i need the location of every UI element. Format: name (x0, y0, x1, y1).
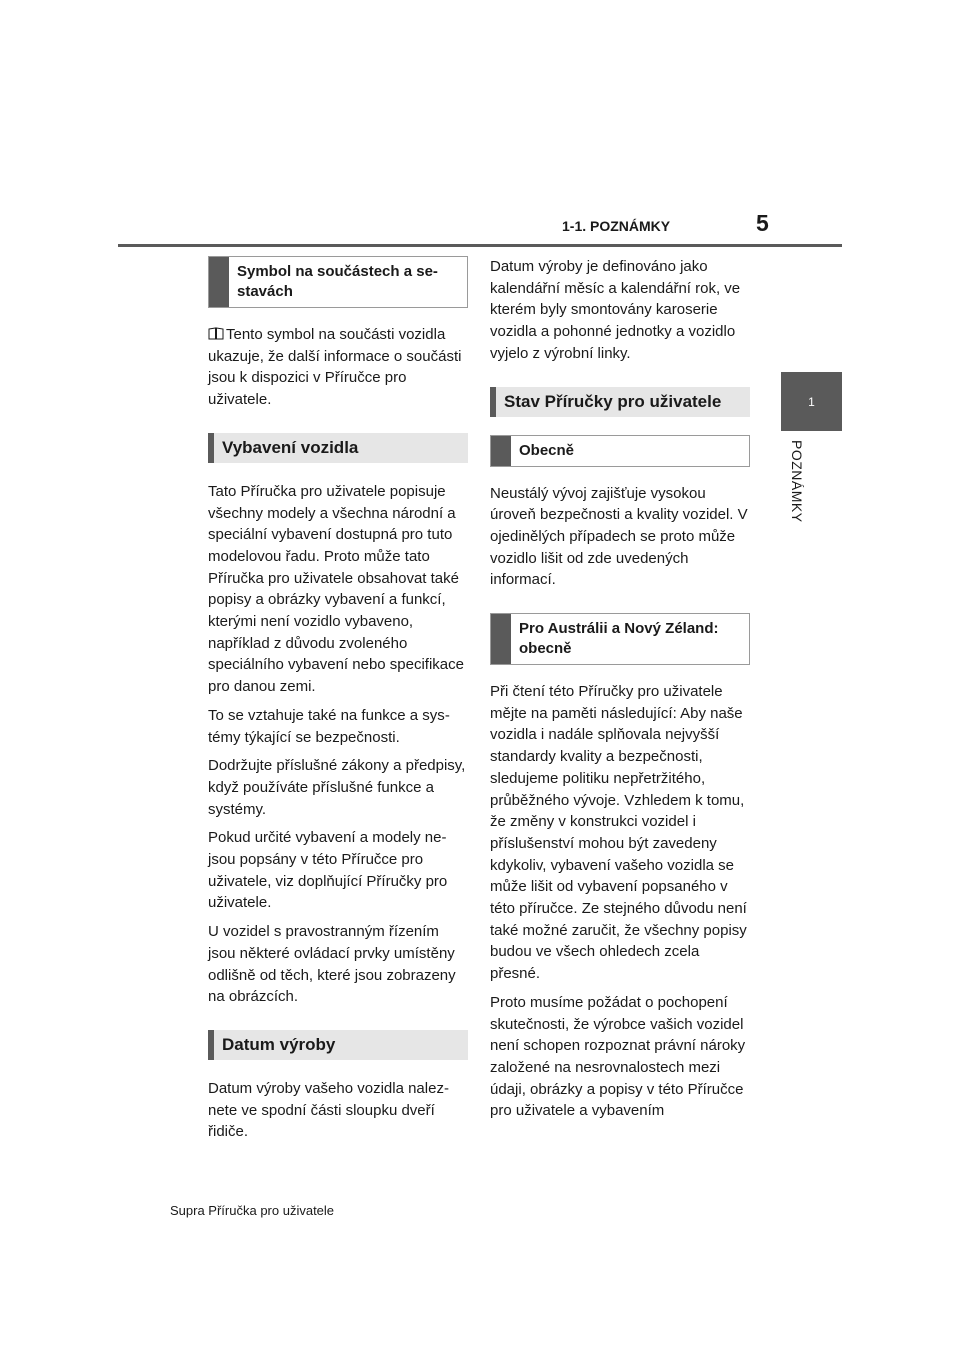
status-heading-box (490, 387, 750, 417)
symbol-heading: Symbol na součástech a sestavách (237, 263, 438, 300)
equipment-paragraph-5: U vozidel s pravostranným řízením jsou některé ovládací prvky umístěny odlišně od těch, které jsou zobrazeny na obrázcích. (208, 923, 456, 1006)
book-icon (208, 327, 224, 340)
aus-paragraph-1: Při čtení této Příručky pro uživatele mějte na paměti následující: Aby naše vozidla i nadále splňovala nejvyšší standardy kvality a bezpečnosti, sledujeme politiku nepřetržitého, průběžného vývoje. Vzhledem k tomu, že změny v konstrukci vozidel i příslušenství mohou být zavedeny kdykoliv, vybavení vašeho vozidla se může lišit od vybavení popsaného v této příručce. Ze stejného důvodu není také možné zaručit, že všechny popisy budou ve všech ohledech zcela přesné. (490, 683, 747, 983)
left-column (208, 256, 468, 1150)
page-number: 5 (756, 210, 769, 236)
equipment-heading-box (208, 433, 468, 463)
general-heading: Obecně (519, 441, 575, 459)
equipment-paragraph-1: Tato Příručka pro uživatele popisuje všechny modely a všechna národní a speciální vybavení dostupná pro tuto modelovou řadu. Proto může tato Příručka pro uživatele obsahovat také popisy a obrázky vybavení a funkcí, kterými není vozidlo vybaveno, například z důvodu zvoleného speciálního vybavení nebo specifikace pro danou zemi. (208, 482, 464, 696)
general-paragraph: Neustálý vývoj zajišťuje vysokou úroveň bezpečnosti a kvality vozidel. V ojedinělých případech se proto může vozidlo lišit od zde uvedených informací. (490, 484, 748, 589)
production-paragraph: Datum výroby vašeho vozidla naleznete ve spodní části sloupku dveří řidiče. (208, 1079, 449, 1141)
status-heading: Stav Příručky pro uživatele (504, 391, 722, 411)
aus-heading: Pro Austrálii a Nový Zéland: obecně (519, 620, 719, 658)
symbol-paragraph (208, 324, 468, 411)
production-heading-box (208, 1030, 468, 1060)
chapter-label-text: POZNÁMKY (789, 440, 805, 523)
equipment-paragraph-3: Dodržujte příslušné zákony a předpisy, když používáte příslušné funkce a systémy. (208, 757, 466, 818)
chapter-label (787, 440, 807, 540)
chapter-tab[interactable] (781, 372, 842, 431)
production-definition: Datum výroby je definováno jako kalendářní měsíc a kalendářní rok, ve kterém byly smontovány karoserie vozidla a pohonné jednotky a vozidlo vyjelo z výrobní linky. (490, 258, 741, 362)
aus-paragraph-2: Proto musíme požádat o pochopení skutečnosti, že výrobce vašich vozidel není schopen rozpoznat právní nároky založené na nesrovnalostech mezi údaji, obrázky a popisy v této Příručce pro uživatele a vybavením (490, 993, 746, 1120)
heading-bar (491, 614, 511, 664)
equipment-paragraph-2: To se vztahuje také na funkce a systémy týkající se bezpečnosti. (208, 706, 450, 746)
symbol-text: Tento symbol na součásti vozidla ukazuje, že další informace o součásti jsou k dispozici v Příručce pro uživatele. (208, 326, 462, 409)
chapter-tab-number: 1 (808, 394, 815, 409)
production-heading: Datum výroby (222, 1034, 336, 1054)
equipment-paragraph-4: Pokud určité vybavení a modely nejsou popsány v této Příručce pro uživatele, viz doplňující Příručky pro uživatele. (208, 829, 448, 912)
section-title: 1-1. POZNÁMKY (562, 218, 671, 234)
footer-title: Supra Příručka pro uživatele (170, 1203, 335, 1218)
symbol-heading-box (208, 256, 468, 308)
right-column (490, 256, 750, 1129)
aus-heading-box (490, 613, 750, 665)
header-divider (118, 244, 842, 247)
heading-bar (209, 257, 229, 307)
heading-bar (491, 436, 511, 466)
equipment-heading: Vybavení vozidla (222, 437, 359, 457)
general-heading-box (490, 435, 750, 467)
